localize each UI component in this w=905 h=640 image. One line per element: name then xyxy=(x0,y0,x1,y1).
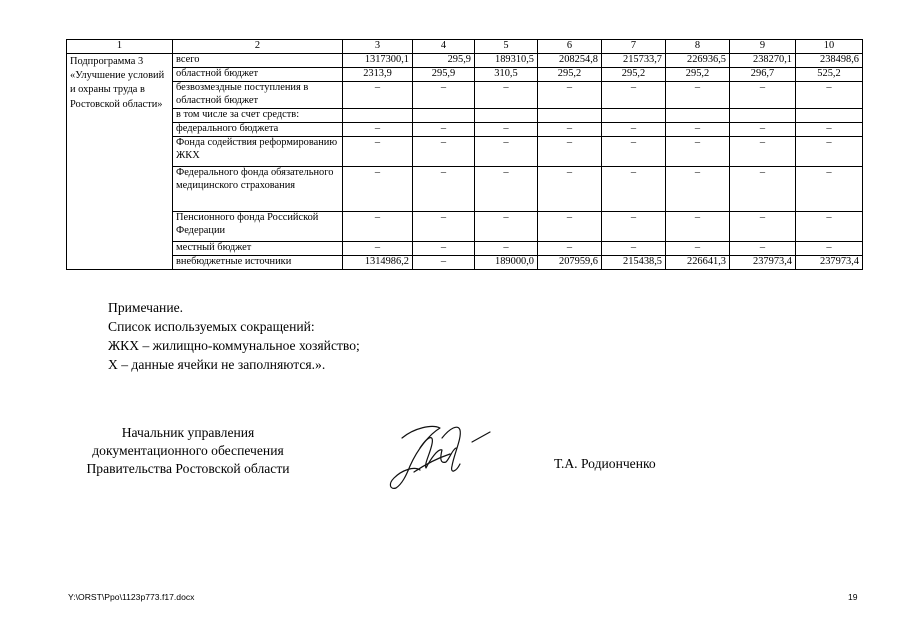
table-cell xyxy=(538,109,602,123)
table-cell: – xyxy=(796,137,863,167)
footer-page-number: 19 xyxy=(848,592,858,602)
table-cell: 1317300,1 xyxy=(343,54,413,68)
table-cell: – xyxy=(538,82,602,109)
table-cell: 189310,5 xyxy=(475,54,538,68)
signer-position xyxy=(66,424,310,478)
table-cell: 215733,7 xyxy=(602,54,666,68)
handwritten-signature xyxy=(380,408,500,503)
table-cell xyxy=(666,109,730,123)
note-item: Х – данные ячейки не заполняются.». xyxy=(108,357,326,372)
program-label: Подпрограмма 3 «Улучшение условий и охраны труда в Ростовской области» xyxy=(67,54,173,270)
table-cell: 295,9 xyxy=(413,54,475,68)
table-cell: – xyxy=(538,167,602,212)
row-label: Пенсионного фонда Российской Федерации xyxy=(173,212,343,242)
table-cell: – xyxy=(343,82,413,109)
table-cell: – xyxy=(475,167,538,212)
table-cell: 237973,4 xyxy=(796,256,863,270)
column-header: 1 xyxy=(67,40,173,54)
column-header: 6 xyxy=(538,40,602,54)
table-cell: – xyxy=(730,82,796,109)
note-intro: Список используемых сокращений: xyxy=(108,319,315,334)
table-cell: 237973,4 xyxy=(730,256,796,270)
table-cell: – xyxy=(538,137,602,167)
table-cell: – xyxy=(602,242,666,256)
table-cell: – xyxy=(413,167,475,212)
table-cell: 208254,8 xyxy=(538,54,602,68)
table-cell xyxy=(796,109,863,123)
table-cell xyxy=(730,109,796,123)
column-header: 7 xyxy=(602,40,666,54)
table-cell: – xyxy=(343,212,413,242)
table-row xyxy=(67,256,863,270)
table-cell xyxy=(602,109,666,123)
table-cell: – xyxy=(602,137,666,167)
table-cell xyxy=(475,109,538,123)
table-cell: – xyxy=(730,242,796,256)
note-title: Примечание. xyxy=(108,300,184,315)
table-cell: 295,2 xyxy=(666,68,730,82)
table-row xyxy=(67,167,863,212)
table-cell: – xyxy=(666,212,730,242)
table-cell: – xyxy=(730,212,796,242)
row-label: всего xyxy=(173,54,343,68)
row-label: Федерального фонда обязательного медицинского страхования xyxy=(173,167,343,212)
table-cell: – xyxy=(730,137,796,167)
table-cell: – xyxy=(666,82,730,109)
signer-position-line: документационного обеспечения xyxy=(92,443,284,458)
table-cell: – xyxy=(602,212,666,242)
table-cell: 189000,0 xyxy=(475,256,538,270)
table-cell: – xyxy=(666,137,730,167)
table-cell: – xyxy=(538,123,602,137)
table-cell: 207959,6 xyxy=(538,256,602,270)
table-cell: – xyxy=(666,242,730,256)
table-cell: – xyxy=(475,212,538,242)
note-item: ЖКХ – жилищно-коммунальное хозяйство; xyxy=(108,338,360,353)
row-label: федерального бюджета xyxy=(173,123,343,137)
signer-name: Т.А. Родионченко xyxy=(554,456,656,471)
row-label: местный бюджет xyxy=(173,242,343,256)
signer-position-line: Правительства Ростовской области xyxy=(86,461,290,476)
table-cell: – xyxy=(343,137,413,167)
table-cell: – xyxy=(602,123,666,137)
table-cell: – xyxy=(796,123,863,137)
table-cell: – xyxy=(730,123,796,137)
table-row xyxy=(67,123,863,137)
footer-file-path: Y:\ORST\Ppo\1123p773.f17.docx xyxy=(68,592,195,602)
table-cell: 215438,5 xyxy=(602,256,666,270)
table-cell: – xyxy=(475,242,538,256)
signer-position-line: Начальник управления xyxy=(121,425,255,440)
row-label: безвозмездные поступления в областной бюджет xyxy=(173,82,343,109)
column-header: 2 xyxy=(173,40,343,54)
table-row xyxy=(67,212,863,242)
table-cell: 238498,6 xyxy=(796,54,863,68)
table-cell: 1314986,2 xyxy=(343,256,413,270)
table-cell xyxy=(413,109,475,123)
table-cell: – xyxy=(602,82,666,109)
budget-table xyxy=(66,39,863,270)
table-cell: – xyxy=(796,82,863,109)
table-cell: – xyxy=(475,82,538,109)
table-row xyxy=(67,82,863,109)
table-cell: – xyxy=(538,212,602,242)
table-row xyxy=(67,68,863,82)
table-cell: – xyxy=(343,242,413,256)
table-cell: – xyxy=(413,256,475,270)
table-cell: – xyxy=(796,242,863,256)
table-cell: – xyxy=(602,167,666,212)
table-cell: – xyxy=(666,167,730,212)
table-cell: 2313,9 xyxy=(343,68,413,82)
table-cell: – xyxy=(413,242,475,256)
column-header: 3 xyxy=(343,40,413,54)
table-cell: – xyxy=(413,137,475,167)
column-header: 10 xyxy=(796,40,863,54)
row-label: Фонда содействия реформированию ЖКХ xyxy=(173,137,343,167)
table-header-row xyxy=(67,40,863,54)
table-cell: – xyxy=(796,167,863,212)
table-cell: – xyxy=(475,123,538,137)
table-cell: – xyxy=(730,167,796,212)
table-cell: 238270,1 xyxy=(730,54,796,68)
table-cell: – xyxy=(343,167,413,212)
table-cell: 226936,5 xyxy=(666,54,730,68)
table-cell: 295,2 xyxy=(602,68,666,82)
row-label: в том числе за счет средств: xyxy=(173,109,343,123)
table-cell: 295,9 xyxy=(413,68,475,82)
row-label: областной бюджет xyxy=(173,68,343,82)
table-cell xyxy=(343,109,413,123)
table-cell: 296,7 xyxy=(730,68,796,82)
table-cell: 226641,3 xyxy=(666,256,730,270)
column-header: 4 xyxy=(413,40,475,54)
table-cell: – xyxy=(413,212,475,242)
row-label: внебюджетные источники xyxy=(173,256,343,270)
table-row xyxy=(67,242,863,256)
column-header: 9 xyxy=(730,40,796,54)
table-row xyxy=(67,109,863,123)
table-row xyxy=(67,137,863,167)
table-cell: – xyxy=(413,82,475,109)
note-block xyxy=(108,298,360,374)
column-header: 8 xyxy=(666,40,730,54)
table-row xyxy=(67,54,863,68)
table-cell: – xyxy=(796,212,863,242)
table-cell: – xyxy=(413,123,475,137)
table-cell: – xyxy=(538,242,602,256)
table-cell: – xyxy=(475,137,538,167)
table-cell: – xyxy=(343,123,413,137)
table-cell: – xyxy=(666,123,730,137)
column-header: 5 xyxy=(475,40,538,54)
table-cell: 295,2 xyxy=(538,68,602,82)
table-cell: 525,2 xyxy=(796,68,863,82)
signature-icon xyxy=(380,408,500,498)
table-cell: 310,5 xyxy=(475,68,538,82)
